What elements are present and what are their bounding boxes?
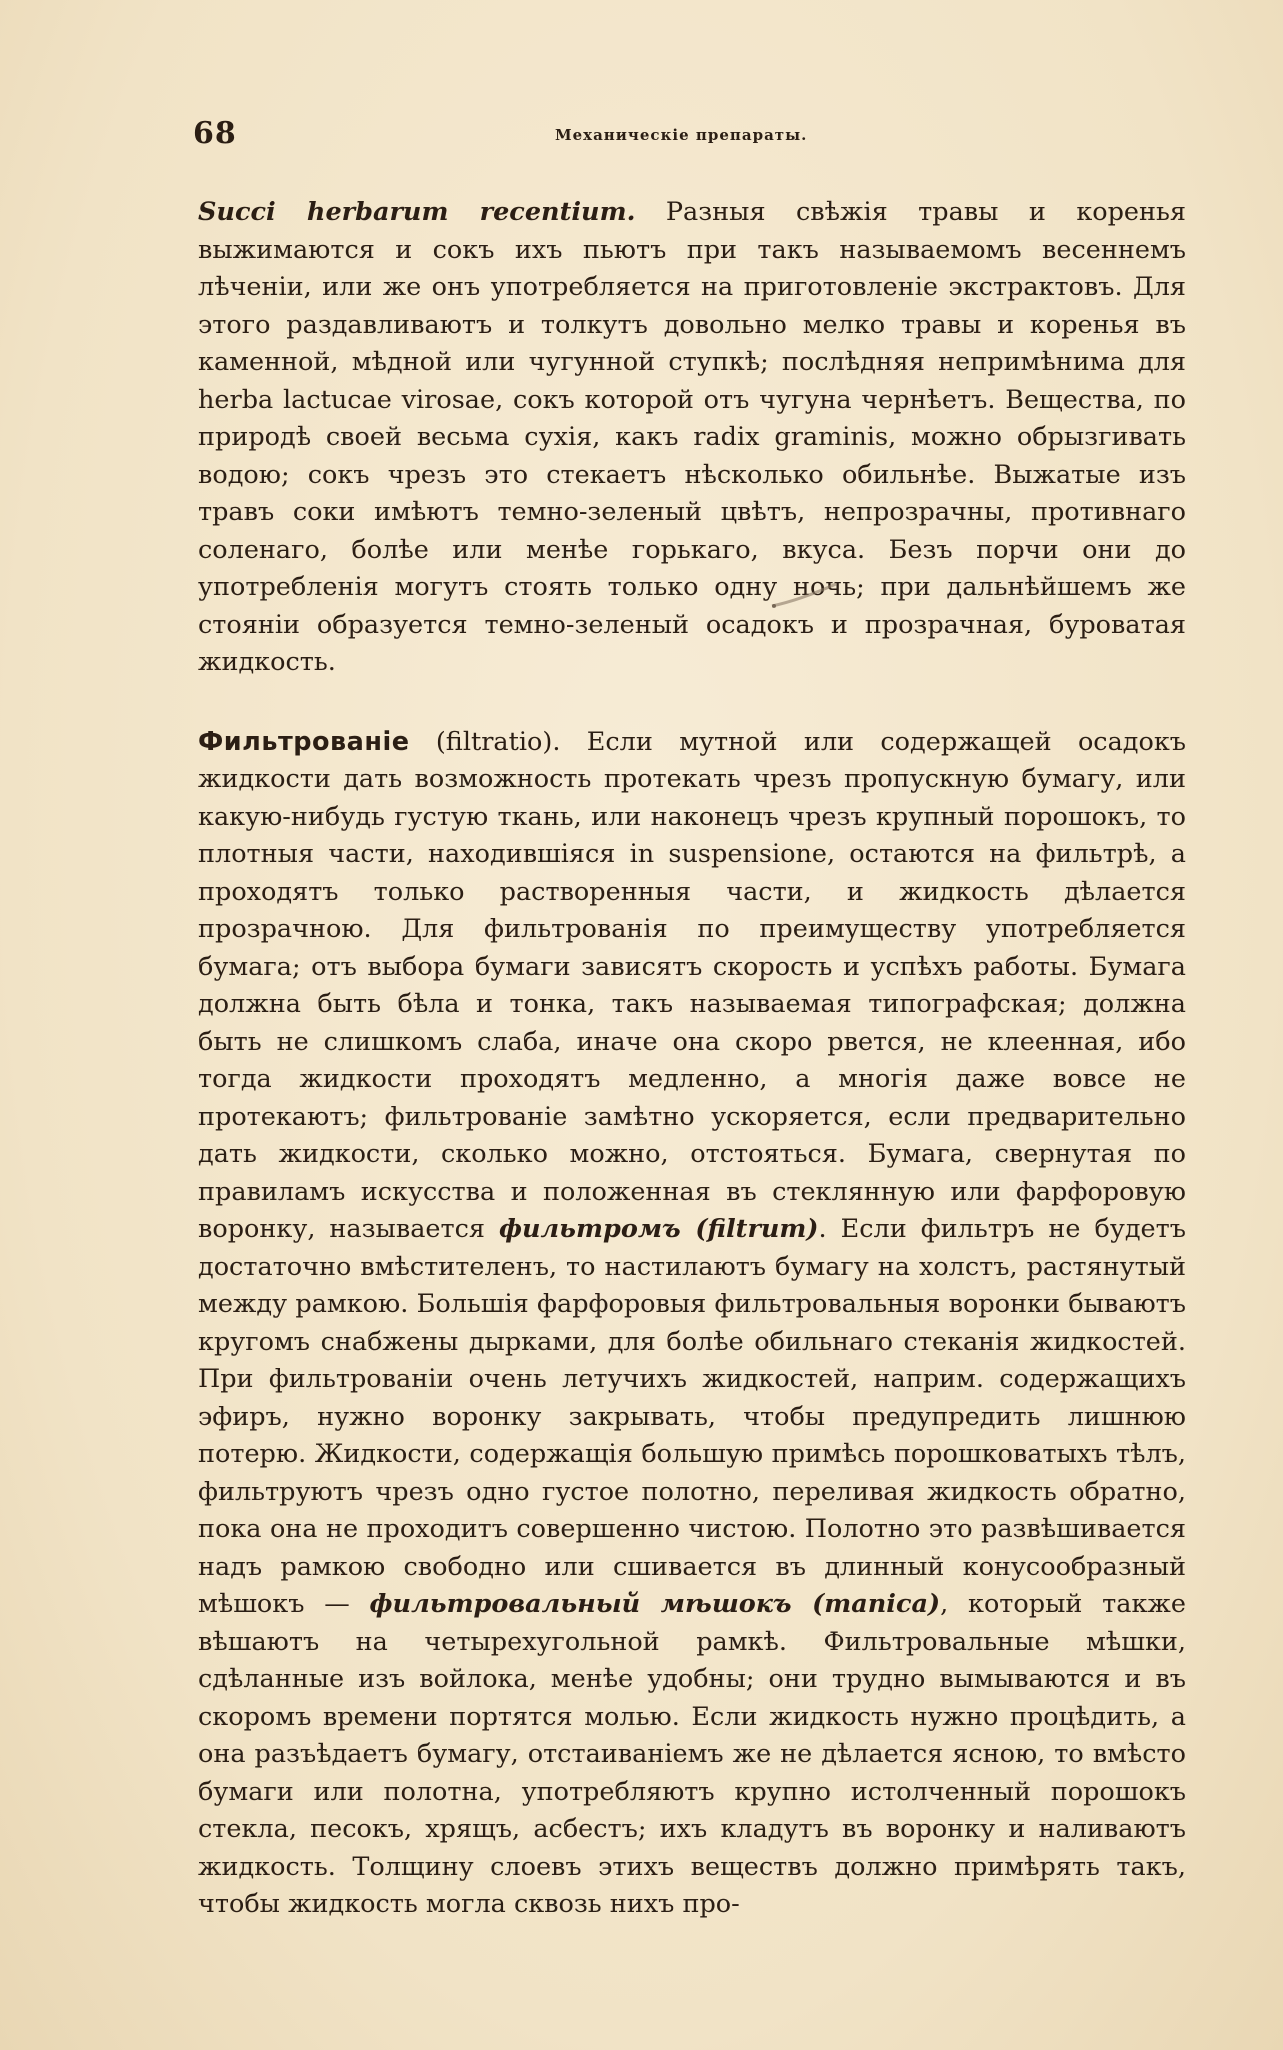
paragraph-filtration xyxy=(198,724,1186,1924)
page-number: 68 xyxy=(193,116,237,151)
body-text xyxy=(198,194,1186,1924)
paragraph-text: . Если фильтръ не будетъ достаточно вмѣстителенъ, то настилаютъ бумагу на холстъ, растянутый между рамкою. Большія фарфоровыя фильтровальныя воронки бываютъ кругомъ снабжены дырками, для болѣе обильнаго стеканія жидкостей. При фильтрованіи очень летучихъ жидкостей, наприм. содержащихъ эфиръ, нужно воронку закрывать, чтобы предупредить лишнюю потерю. Жидкости, содержащія большую примѣсь порошковатыхъ тѣлъ, фильтруютъ чрезъ одно густое полотно, переливая жидкость обратно, пока она не проходитъ совершенно чистою. Полотно это развѣшивается надъ рамкою свободно или сшивается въ длинный конусообразный мѣшокъ — xyxy=(198,1214,1186,1619)
term-filtrum: фильтромъ (filtrum) xyxy=(498,1214,819,1244)
paragraph-heading: Succi herbarum recentium. xyxy=(198,197,636,227)
paragraph-succi-herbarum xyxy=(198,194,1186,682)
ink-smudge xyxy=(770,580,840,610)
paragraph-text: Разныя свѣжія травы и коренья выжимаются и сокъ ихъ пьютъ при такъ называемомъ весеннемъ лѣченіи, или же онъ употребляется на приготовленіе экстрактовъ. Для этого раздавливаютъ и толкутъ довольно мелко травы и коренья въ каменной, мѣдной или чугунной ступкѣ; послѣдняя непримѣнима для herba lactucae virosae, сокъ которой отъ чугуна чернѣетъ. Вещества, по природѣ своей весьма сухія, какъ radix graminis, можно обрызгивать водою; сокъ чрезъ это стекаетъ нѣсколько обильнѣе. Выжатые изъ травъ соки имѣютъ темно-зеленый цвѣтъ, непрозрачны, противнаго соленаго, болѣе или менѣе горькаго, вкуса. Безъ порчи они до употребленія могутъ стоять только одну ночь; при дальнѣйшемъ же стояніи образуется темно-зеленый осадокъ и прозрачная, буроватая жидкость. xyxy=(198,197,1186,677)
page-header xyxy=(193,116,1093,156)
paragraph-heading: Фильтрованіе xyxy=(198,726,410,757)
running-head: Механическіе препараты. xyxy=(555,126,808,144)
paragraph-text: , который также вѣшаютъ на четырехугольной рамкѣ. Фильтровальные мѣшки, сдѣланные изъ войлока, менѣе удобны; они трудно вымываются и въ скоромъ времени портятся молью. Если жидкость нужно процѣдить, а она разъѣдаетъ бумагу, отстаиваніемъ же не дѣлается ясною, то вмѣсто бумаги или полотна, употребляютъ крупно истолченный порошокъ стекла, песокъ, хрящъ, асбестъ; ихъ кладутъ въ воронку и наливаютъ жидкость. Толщину слоевъ этихъ веществъ должно примѣрять такъ, чтобы жидкость могла сквозь нихъ про- xyxy=(198,1589,1186,1919)
paragraph-text: (filtratio). Если мутной или содержащей осадокъ жидкости дать возможность протекать чрезъ пропускную бумагу, или какую-нибудь густую ткань, или наконецъ чрезъ крупный порошокъ, то плотныя части, находившіяся in suspensione, остаются на фильтрѣ, а проходятъ только растворенныя части, и жидкость дѣлается прозрачною. Для фильтрованія по преимуществу употребляется бумага; отъ выбора бумаги зависятъ скорость и успѣхъ работы. Бумага должна быть бѣла и тонка, такъ называемая типографская; должна быть не слишкомъ слаба, иначе она скоро рвется, не клеенная, ибо тогда жидкости проходятъ медленно, а многія даже вовсе не протекаютъ; фильтрованіе замѣтно ускоряется, если предварительно дать жидкости, сколько можно, отстояться. Бумага, свернутая по правиламъ искусства и положенная въ стеклянную или фарфоровую воронку, называется xyxy=(198,726,1186,1244)
term-manica: фильтровальный мѣшокъ (manica) xyxy=(369,1589,941,1619)
